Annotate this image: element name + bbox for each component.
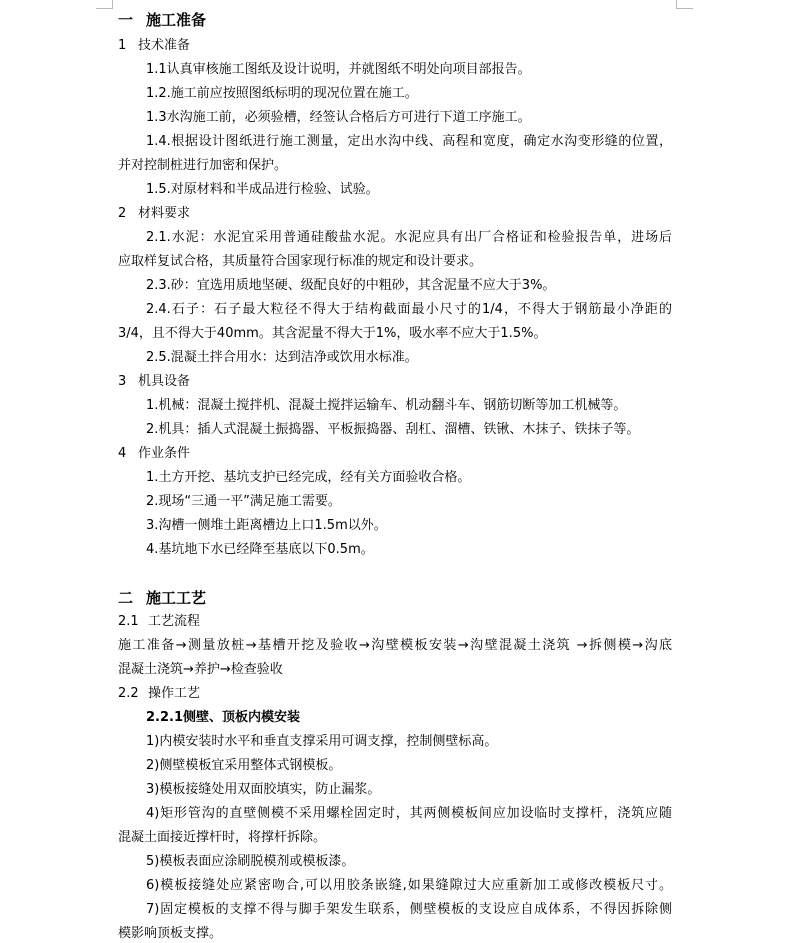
subsection-number: 2	[118, 206, 127, 221]
paragraph-line: 2.现场“三通一平”满足施工需要。	[146, 494, 341, 509]
paragraph-line: 5)模板表面应涂刷脱模剂或模板漆。	[146, 854, 355, 869]
paragraph-line: 应取样复试合格，其质量符合国家现行标准的规定和设计要求。	[118, 254, 483, 269]
section-title: 施工准备	[146, 11, 207, 29]
paragraph-line: 4.基坑地下水已经降至基底以下0.5m。	[146, 542, 374, 557]
subsection-number: 2.2	[118, 686, 139, 701]
section-number: 一	[118, 11, 134, 29]
paragraph-line: 3.沟槽一侧堆土距离槽边上口1.5m以外。	[146, 518, 387, 533]
paragraph-line: 3)模板接缝处用双面胶填实，防止漏浆。	[146, 782, 381, 797]
section-heading	[118, 11, 206, 29]
paragraph-line: 1.机械：混凝土搅拌机、混凝土搅拌运输车、机动翻斗车、钢筋切断等加工机械等。	[146, 398, 627, 413]
paragraph-line: 1.土方开挖、基坑支护已经完成，经有关方面验收合格。	[146, 470, 471, 485]
paragraph-line: 2.5.混凝土拌合用水：达到洁净或饮用水标准。	[146, 350, 418, 365]
paragraph-line: 1.3水沟施工前，必须验槽，经签认合格后方可进行下道工序施工。	[146, 110, 531, 125]
page-corner-mark	[96, 0, 113, 9]
paragraph-line: 1.1认真审核施工图纸及设计说明，并就图纸不明处向项目部报告。	[146, 62, 531, 77]
subsection-heading	[118, 685, 200, 703]
subsection-number: 2.1	[118, 614, 139, 629]
subsection-number: 1	[118, 38, 127, 53]
paragraph-line: 4)矩形管沟的直壁侧模不采用螺栓固定时，其两侧模板间应加设临时支撑杆，浇筑应随	[146, 806, 672, 821]
paragraph-line: 2.机具：插人式混凝土振捣器、平板振捣器、刮杠、溜槽、铁锹、木抹子、铁抹子等。	[146, 422, 640, 437]
paragraph-line: 2.3.砂：宜选用质地坚硬、级配良好的中粗砂，其含泥量不应大于3%。	[146, 278, 556, 293]
paragraph-line: 1.2.施工前应按照图纸标明的现况位置在施工。	[146, 86, 418, 101]
subsection-number: 3	[118, 374, 127, 389]
paragraph-line: 3/4，且不得大于40mm。其含泥量不得大于1%，吸水率不应大于1.5%。	[118, 326, 547, 341]
subsection-heading	[118, 205, 190, 223]
paragraph-line: 1.5.对原材料和半成品进行检验、试验。	[146, 182, 379, 197]
section-title: 施工工艺	[146, 589, 207, 607]
subsubsection-title: 2.2.1侧壁、顶板内模安装	[146, 710, 301, 725]
paragraph-line: 2)侧壁模板宜采用整体式钢模板。	[146, 758, 342, 773]
subsection-heading	[118, 37, 190, 55]
subsection-title: 材料要求	[138, 206, 191, 221]
paragraph-line: 混凝土浇筑→养护→检查验收	[118, 662, 283, 677]
subsection-title: 技术准备	[138, 38, 191, 53]
subsection-heading	[118, 613, 200, 631]
paragraph-line: 施工准备→测量放桩→基槽开挖及验收→沟壁模板安装→沟壁混凝土浇筑 →拆侧模→沟底	[118, 638, 672, 653]
section-number: 二	[118, 589, 134, 607]
subsection-number: 4	[118, 446, 127, 461]
paragraph-line: 2.4.石子：石子最大粒径不得大于结构截面最小尺寸的1/4，不得大于钢筋最小净距的	[146, 302, 672, 317]
paragraph-line: 7)固定模板的支撑不得与脚手架发生联系，侧壁模板的支设应自成体系，不得因拆除侧	[146, 902, 672, 917]
paragraph-line: 2.1.水泥：水泥宜采用普通硅酸盐水泥。水泥应具有出厂合格证和检验报告单，进场后	[146, 230, 672, 245]
paragraph-line: 6)模板接缝处应紧密吻合,可以用胶条嵌缝,如果缝隙过大应重新加工或修改模板尺寸。	[146, 878, 672, 893]
paragraph-line: 混凝土面接近撑杆时，将撑杆拆除。	[118, 830, 327, 845]
section-heading	[118, 589, 206, 607]
subsection-title: 作业条件	[138, 446, 191, 461]
paragraph-line: 模影响顶板支撑。	[118, 926, 223, 941]
paragraph-line: 并对控制桩进行加密和保护。	[118, 158, 288, 173]
subsection-heading	[118, 445, 190, 463]
subsection-title: 操作工艺	[148, 686, 201, 701]
paragraph-line: 1)内模安装时水平和垂直支撑采用可调支撑，控制侧壁标高。	[146, 734, 498, 749]
paragraph-line: 1.4.根据设计图纸进行施工测量，定出水沟中线、高程和宽度，确定水沟变形缝的位置，	[146, 134, 672, 149]
subsection-heading	[118, 373, 190, 391]
subsection-title: 工艺流程	[148, 614, 201, 629]
page-corner-mark	[676, 0, 693, 9]
subsection-title: 机具设备	[138, 374, 191, 389]
